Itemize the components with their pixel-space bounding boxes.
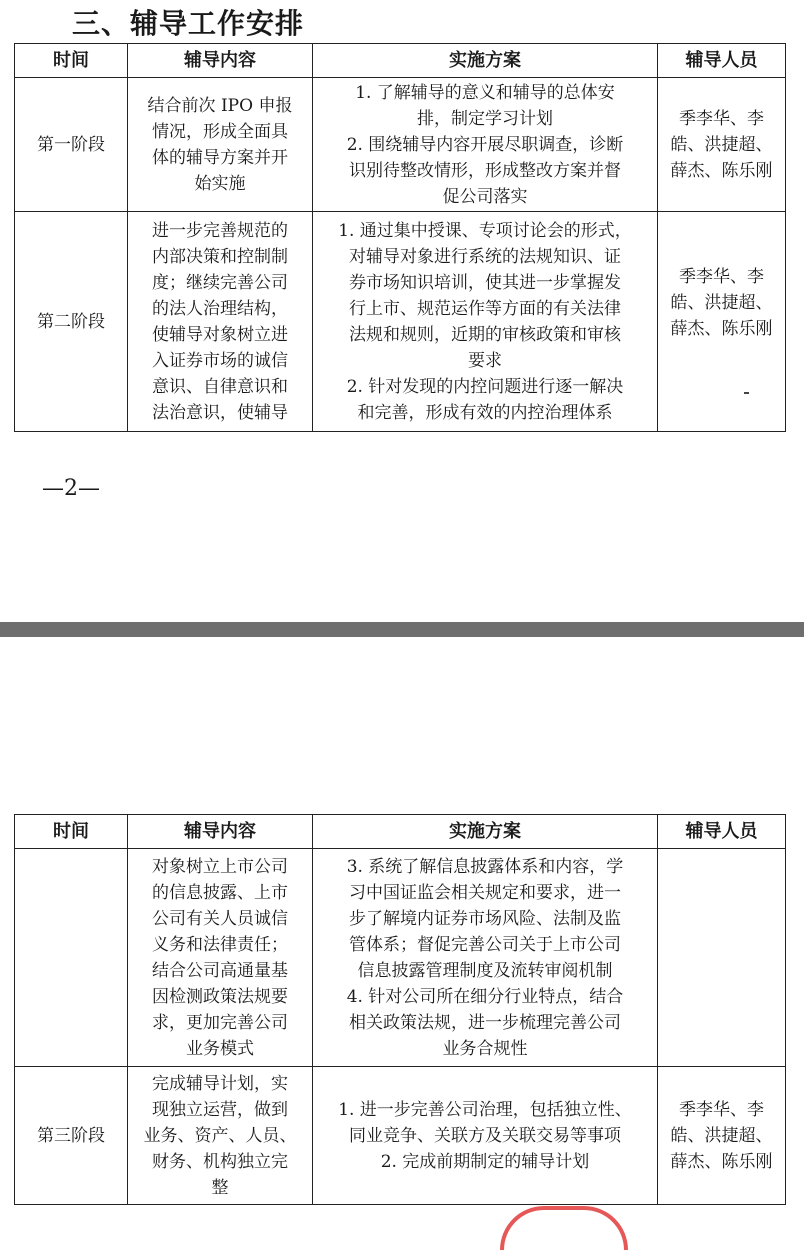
staff-cell: 季李华、李 皓、洪捷超、 薛杰、陈乐刚 bbox=[658, 212, 786, 432]
table-row bbox=[15, 849, 786, 1067]
header-staff: 辅导人员 bbox=[658, 815, 786, 849]
staff-cell bbox=[658, 849, 786, 1067]
content-cell: 结合前次 IPO 申报 情况，形成全面具 体的辅导方案并开 始实施 bbox=[128, 78, 313, 212]
stage-cell: 第二阶段 bbox=[15, 212, 128, 432]
content-cell: 完成辅导计划，实 现独立运营，做到 业务、资产、人员、 财务、机构独立完 整 bbox=[128, 1067, 313, 1205]
plan-cell: 3. 系统了解信息披露体系和内容，学 习中国证监会相关规定和要求，进一 步了解境内证券市场风险、法制及监 管体系；督促完善公司关于上市公司 信息披露管理制度及流转审阅机制 4. 针对公司所在细分行业特点，结合 相关政策法规，进一步梳理完善公司 业务合规性 bbox=[313, 849, 658, 1067]
staff-cell: 季李华、李 皓、洪捷超、 薛杰、陈乐刚 bbox=[658, 78, 786, 212]
page-number: —2— bbox=[42, 476, 100, 501]
header-time: 时间 bbox=[15, 44, 128, 78]
schedule-table-page-2 bbox=[14, 814, 786, 1205]
document-page-1 bbox=[0, 0, 804, 622]
table-row bbox=[15, 78, 786, 212]
table-row bbox=[15, 1067, 786, 1205]
header-plan: 实施方案 bbox=[313, 44, 658, 78]
stage-cell bbox=[15, 849, 128, 1067]
plan-cell: 1. 通过集中授课、专项讨论会的形式， 对辅导对象进行系统的法规知识、证 券市场知识培训，使其进一步掌握发 行上市、规范运作等方面的有关法律 法规和规则，近期的审核政策和审核 要求 2. 针对发现的内控问题进行逐一解决 和完善，形成有效的内控治理体系 bbox=[313, 212, 658, 432]
header-staff: 辅导人员 bbox=[658, 44, 786, 78]
content-cell: 对象树立上市公司 的信息披露、上市 公司有关人员诚信 义务和法律责任； 结合公司高通量基 因检测政策法规要 求，更加完善公司 业务模式 bbox=[128, 849, 313, 1067]
table-row bbox=[15, 212, 786, 432]
document-page-2 bbox=[0, 637, 804, 1220]
header-plan: 实施方案 bbox=[313, 815, 658, 849]
stage-cell: 第三阶段 bbox=[15, 1067, 128, 1205]
plan-cell: 1. 进一步完善公司治理，包括独立性、 同业竞争、关联方及关联交易等事项 2. 完成前期制定的辅导计划 bbox=[313, 1067, 658, 1205]
scan-mark bbox=[744, 392, 749, 394]
header-time: 时间 bbox=[15, 815, 128, 849]
schedule-table-page-1 bbox=[14, 43, 786, 432]
content-cell: 进一步完善规范的 内部决策和控制制 度；继续完善公司 的法人治理结构， 使辅导对象树立进 入证券市场的诚信 意识、自律意识和 法治意识，使辅导 bbox=[128, 212, 313, 432]
header-content: 辅导内容 bbox=[128, 44, 313, 78]
table-header-row bbox=[15, 815, 786, 849]
page-separator bbox=[0, 622, 804, 637]
staff-cell: 季李华、李 皓、洪捷超、 薛杰、陈乐刚 bbox=[658, 1067, 786, 1205]
table-header-row bbox=[15, 44, 786, 78]
stage-cell: 第一阶段 bbox=[15, 78, 128, 212]
header-content: 辅导内容 bbox=[128, 815, 313, 849]
plan-cell: 1. 了解辅导的意义和辅导的总体安 排，制定学习计划 2. 围绕辅导内容开展尽职调查，诊断 识别待整改情形，形成整改方案并督 促公司落实 bbox=[313, 78, 658, 212]
section-heading: 三、辅导工作安排 bbox=[72, 7, 305, 40]
